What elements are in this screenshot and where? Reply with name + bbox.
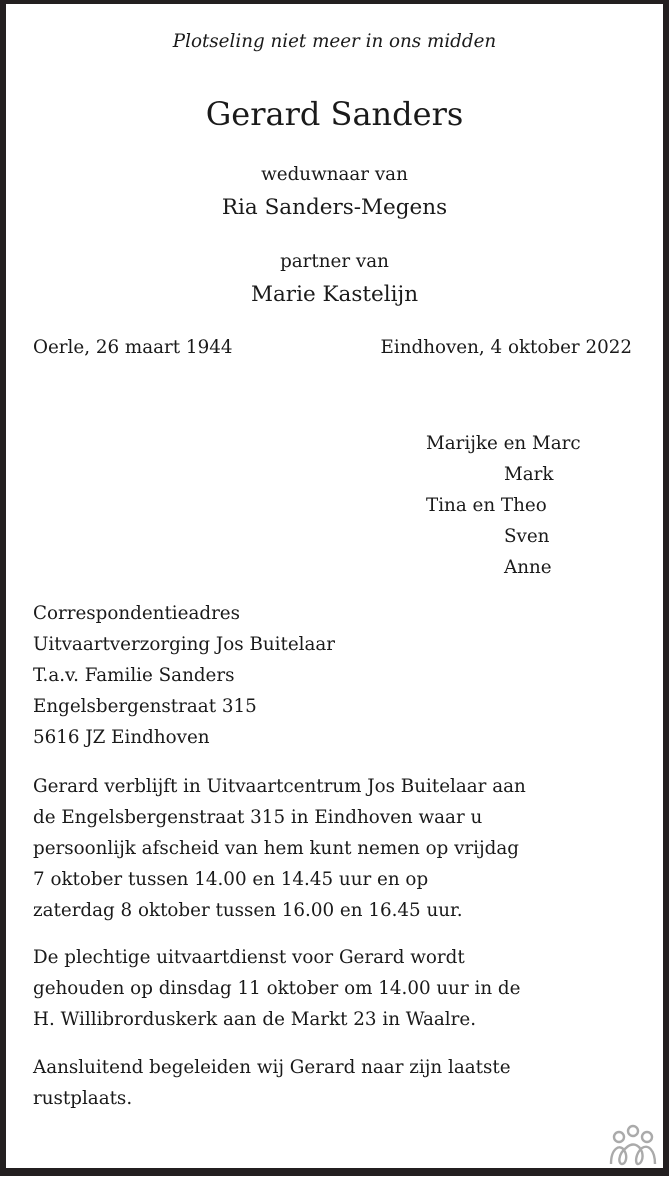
- paragraph-line: zaterdag 8 oktober tussen 16.00 en 16.45 uur.: [33, 900, 463, 921]
- deceased-name: Gerard Sanders: [205, 95, 464, 133]
- visitation-paragraph: [33, 771, 526, 926]
- paragraph-line: de Engelsbergenstraat 315 in Eindhoven waar u: [33, 807, 483, 828]
- funeral-paragraph: [33, 942, 520, 1035]
- subtitle: Plotseling niet meer in ons midden: [172, 31, 497, 52]
- address-line: Uitvaartverzorging Jos Buitelaar: [33, 634, 336, 655]
- address-line: Correspondentieadres: [33, 603, 241, 624]
- family-member: Mark: [504, 464, 554, 485]
- paragraph-line: persoonlijk afscheid van hem kunt nemen op vrijdag: [33, 838, 519, 859]
- relation-label: weduwnaar van: [261, 164, 408, 185]
- family-member: Tina en Theo: [426, 495, 547, 516]
- relation-name: Marie Kastelijn: [250, 282, 419, 307]
- family-member: Anne: [504, 557, 552, 578]
- paragraph-line: De plechtige uitvaartdienst voor Gerard wordt: [33, 947, 465, 968]
- paragraph-line: 7 oktober tussen 14.00 en 14.45 uur en op: [33, 869, 429, 890]
- family-member: Sven: [504, 526, 550, 547]
- family-member: Marijke en Marc: [426, 433, 581, 454]
- burial-paragraph: [33, 1052, 511, 1114]
- paragraph-line: H. Willibrorduskerk aan de Markt 23 in Waalre.: [33, 1009, 477, 1030]
- paragraph-line: Gerard verblijft in Uitvaartcentrum Jos Buitelaar aan: [33, 776, 526, 797]
- relation-name: Ria Sanders-Megens: [221, 195, 448, 220]
- paragraph-line: rustplaats.: [33, 1088, 133, 1109]
- paragraph-line: Aansluitend begeleiden wij Gerard naar zijn laatste: [33, 1057, 511, 1078]
- correspondence-address: [33, 598, 335, 753]
- address-line: 5616 JZ Eindhoven: [33, 727, 210, 748]
- people-group-icon: [608, 1124, 658, 1170]
- address-line: Engelsbergenstraat 315: [33, 696, 257, 717]
- birth-date: Oerle, 26 maart 1944: [33, 337, 233, 358]
- relation-label: partner van: [280, 251, 389, 272]
- paragraph-line: gehouden op dinsdag 11 oktober om 14.00 uur in de: [33, 978, 521, 999]
- address-line: T.a.v. Familie Sanders: [33, 665, 235, 686]
- death-date: Eindhoven, 4 oktober 2022: [380, 337, 632, 358]
